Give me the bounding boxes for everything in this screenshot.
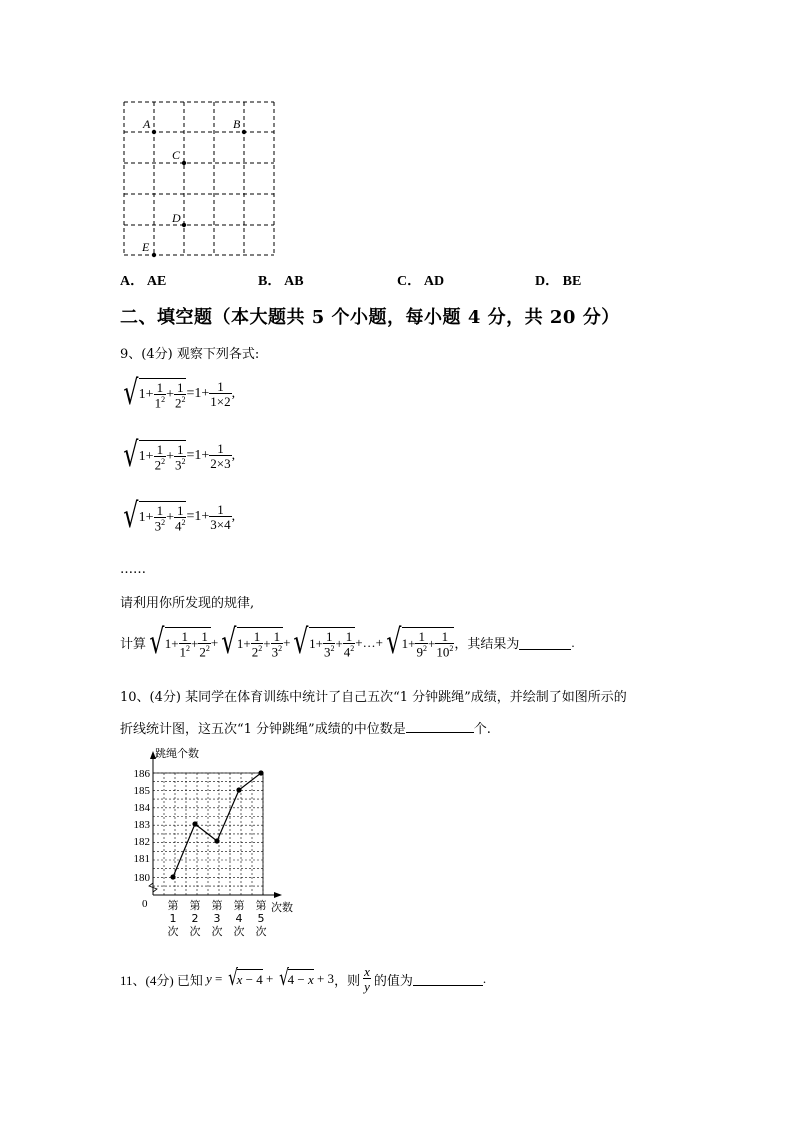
q11-answer-blank[interactable]	[413, 972, 483, 986]
x-tick-label: 1	[169, 912, 177, 925]
x-tick-label: 第	[167, 899, 179, 912]
data-point	[170, 874, 175, 879]
q9-answer-blank[interactable]	[519, 635, 571, 650]
q9-ellipsis: ……	[120, 562, 146, 577]
label-d: D	[172, 211, 181, 225]
q9-formula-3: √ 1+ $\frac{1}{3^2}$ + $\frac{1}{4^2}$ =1+ $\frac{1}{3\times 4}$ ,	[123, 496, 236, 536]
x-tick-label: 第	[189, 899, 201, 912]
data-point	[192, 821, 197, 826]
q10-answer-blank[interactable]	[406, 719, 474, 733]
x-axis-label: 次数	[271, 901, 293, 914]
origin-label: 0	[142, 898, 148, 910]
data-point	[214, 838, 219, 843]
q11-line: 11、(4分) 已知 y = √ x − 4 + √ 4 − x + 3 ，则 $\frac{x}{y}$ 的值为 .	[120, 964, 487, 994]
x-tick-label: 5	[257, 912, 265, 925]
point-grid-figure	[120, 98, 280, 260]
y-tick-label: 183	[133, 819, 150, 831]
label-b: B	[233, 117, 241, 131]
y-tick-label: 180	[133, 872, 150, 884]
x-tick-label: 次	[233, 925, 245, 938]
q9-prompt: 请利用你所发现的规律,	[120, 596, 255, 611]
jump-rope-line-chart	[120, 745, 310, 945]
point-a	[152, 130, 156, 134]
x-tick-label: 第	[255, 899, 267, 912]
point-c	[182, 161, 186, 165]
q9-compute-label: 计算	[120, 636, 147, 652]
y-tick-label: 184	[133, 802, 150, 814]
x-tick-label: 次	[255, 925, 267, 938]
option-a[interactable]: A． AE	[120, 274, 167, 289]
point-e	[152, 253, 156, 257]
data-point	[236, 787, 241, 792]
x-tick-label: 4	[235, 912, 243, 925]
option-b[interactable]: B． AB	[258, 274, 304, 289]
q10-line-1: 10、(4分) 某同学在体育训练中统计了自己五次“1 分钟跳绳”成绩，并绘制了如图所示的	[120, 690, 627, 705]
q9-result-label: ，其结果为	[454, 636, 520, 652]
label-a: A	[143, 117, 151, 131]
section-heading: 二、填空题（本大题共 5 个小题，每小题 4 分，共 20 分）	[120, 307, 620, 328]
data-point	[258, 770, 263, 775]
y-tick-label: 182	[133, 836, 150, 848]
label-c: C	[172, 148, 181, 162]
y-axis-label: 跳绳个数	[155, 747, 199, 760]
x-tick-label: 2	[191, 912, 199, 925]
q11-end: 的值为	[373, 972, 413, 988]
x-tick-label: 次	[167, 925, 179, 938]
x-tick-label: 次	[211, 925, 223, 938]
q9-label: 9、(4分) 观察下列各式:	[120, 347, 260, 362]
x-tick-label: 第	[233, 899, 245, 912]
label-e: E	[142, 240, 150, 254]
q9-compute-expression: 计算 √ 1+ $\frac{1}{1^2}$ + $\frac{1}{2^2}$ + √ 1+ $\frac{1}{2^2}$ + $\frac{1}{3^2}$ + √ 1+ $\frac{1}{3^2}$ + $\frac{1}{4^2}$ +…+ √ 1+ $\frac{1}{9^2}$ + $\frac{1}{10^2}$ ，其结果为 .	[120, 622, 575, 662]
x-tick-label: 第	[211, 899, 223, 912]
q11-label: 11、(4分) 已知	[120, 972, 203, 988]
point-b	[242, 130, 246, 134]
y-tick-label: 181	[133, 853, 150, 865]
x-axis-arrow	[274, 892, 282, 898]
q11-mid: ，则	[334, 972, 361, 988]
x-tick-label: 3	[213, 912, 221, 925]
q9-formula-2: √ 1+ $\frac{1}{2^2}$ + $\frac{1}{3^2}$ =1+ $\frac{1}{2\times 3}$ ,	[123, 435, 236, 475]
option-d[interactable]: D． BE	[535, 274, 582, 289]
y-tick-label: 186	[133, 768, 150, 780]
q9-formula-1: √ 1+ $\frac{1}{1^2}$ + $\frac{1}{2^2}$ =1+ $\frac{1}{1\times 2}$ ,	[123, 373, 236, 413]
point-d	[182, 223, 186, 227]
y-tick-label: 185	[133, 785, 150, 797]
x-tick-label: 次	[189, 925, 201, 938]
q10-line-2: 折线统计图，这五次“1 分钟跳绳”成绩的中位数是 个.	[120, 718, 491, 737]
option-c[interactable]: C． AD	[397, 274, 445, 289]
